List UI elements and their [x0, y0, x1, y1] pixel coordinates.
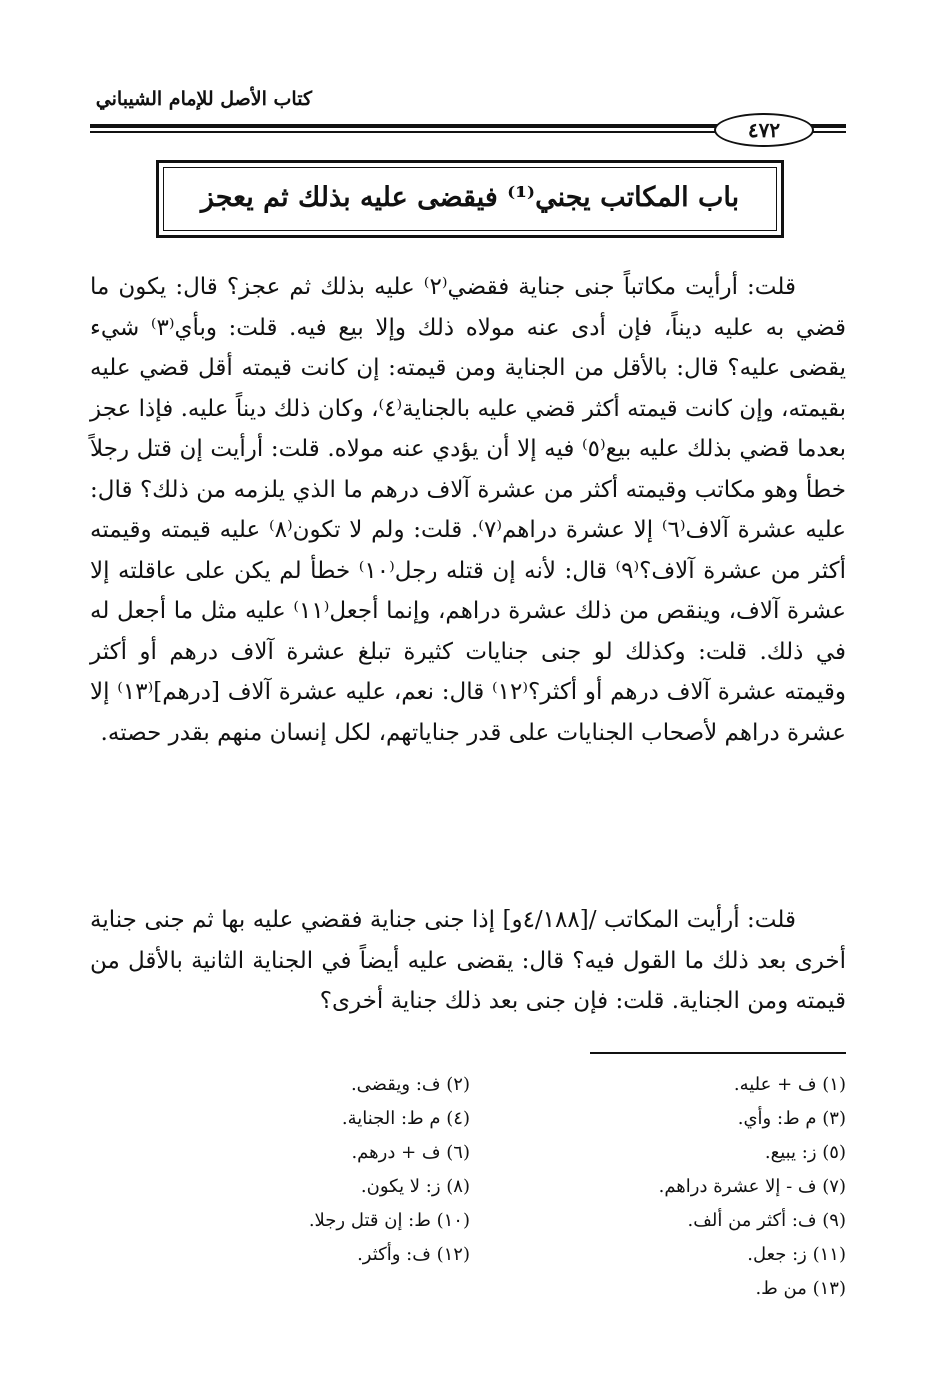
footnote: (١٣) من ط.	[755, 1278, 846, 1299]
footnote: (١) ف + عليه.	[733, 1074, 846, 1095]
body-paragraph-1: قلت: أرأيت مكاتباً جنى جناية فقضي⁽٢⁾ عليه بذلك ثم عجز؟ قال: يكون ما قضي به عليه ديناً، فإن أدى عنه مولاه ذلك وإلا بيع فيه. قلت: وبأي⁽٣⁾ شيء يقضى عليه؟ قال: بالأقل من الجناية ومن قيمته: إن كانت قيمته أقل قضي عليه بقيمته، وإن كانت قيمته أكثر قضي عليه بالجناية⁽٤⁾، وكان ذلك ديناً عليه. فإذا عجز بعدما قضي بذلك عليه بيع⁽٥⁾ فيه إلا أن يؤدي عنه مولاه. قلت: أرأيت إن قتل رجلاً خطأ وهو مكاتب وقيمته أكثر من عشرة آلاف درهم ما الذي يلزمه من ذلك؟ قال: عليه عشرة آلاف⁽٦⁾ إلا عشرة دراهم⁽٧⁾. قلت: ولم لا تكون⁽٨⁾ عليه قيمته وقيمته أكثر من عشرة آلاف؟⁽٩⁾ قال: لأنه إن قتله رجل⁽١٠⁾ خطأ لم يكن على عاقلته إلا عشرة آلاف، وينقص من ذلك عشرة دراهم، وإنما أجعل⁽١١⁾ عليه مثل ما أجعل له في ذلك. قلت: وكذلك لو جنى جنايات كثيرة تبلغ عشرة آلاف درهم أو أكثر وقيمته عشرة آلاف درهم أو أكثر؟⁽١٢⁾ قال: نعم، عليه عشرة آلاف [درهم]⁽١٣⁾ إلا عشرة دراهم لأصحاب الجنايات على قدر جناياتهم، لكل إنسان منهم بقدر حصته.	[90, 274, 847, 746]
footnotes-left-column	[170, 1068, 470, 1272]
footnote: (٣) م ط: وأي.	[737, 1108, 846, 1129]
footnote: (٨) ز: لا يكون.	[360, 1176, 470, 1197]
footnote: (١١) ز: جعل.	[747, 1244, 846, 1265]
footnote: (٩) ف: أكثر من ألف.	[687, 1210, 846, 1231]
running-header-book-title: كتاب الأصل للإمام الشيباني	[95, 88, 312, 110]
chapter-title-frame	[156, 160, 784, 238]
page-number: ٤٧٢	[714, 113, 814, 147]
footnote: (٥) ز: يبيع.	[764, 1142, 846, 1163]
chapter-title: باب المكاتب يجني⁽¹⁾ فيقضى عليه بذلك ثم يعجز	[200, 182, 740, 213]
body-paragraph-2: قلت: أرأيت المكاتب /[٤/١٨٨و] إذا جنى جناية فقضي عليه بها ثم جنى جناية أخرى بعد ذلك ما القول فيه؟ قال: يقضى عليه أيضاً في الجناية الثانية بالأقل من قيمته ومن الجناية. قلت: فإن جنى بعد ذلك جناية أخرى؟	[90, 907, 846, 1014]
footnotes-right-column	[546, 1068, 846, 1306]
footnote: (٧) ف - إلا عشرة دراهم.	[658, 1176, 846, 1197]
footnote: (٦) ف + درهم.	[351, 1142, 470, 1163]
footnote-separator	[590, 1052, 846, 1054]
footnote: (٤) م ط: الجناية.	[341, 1108, 470, 1129]
footnote: (٢) ف: ويقضى.	[350, 1074, 470, 1095]
footnote: (١٠) ط: إن قتل رجلا.	[308, 1210, 470, 1231]
footnote: (١٢) ف: وأكثر.	[357, 1244, 470, 1265]
